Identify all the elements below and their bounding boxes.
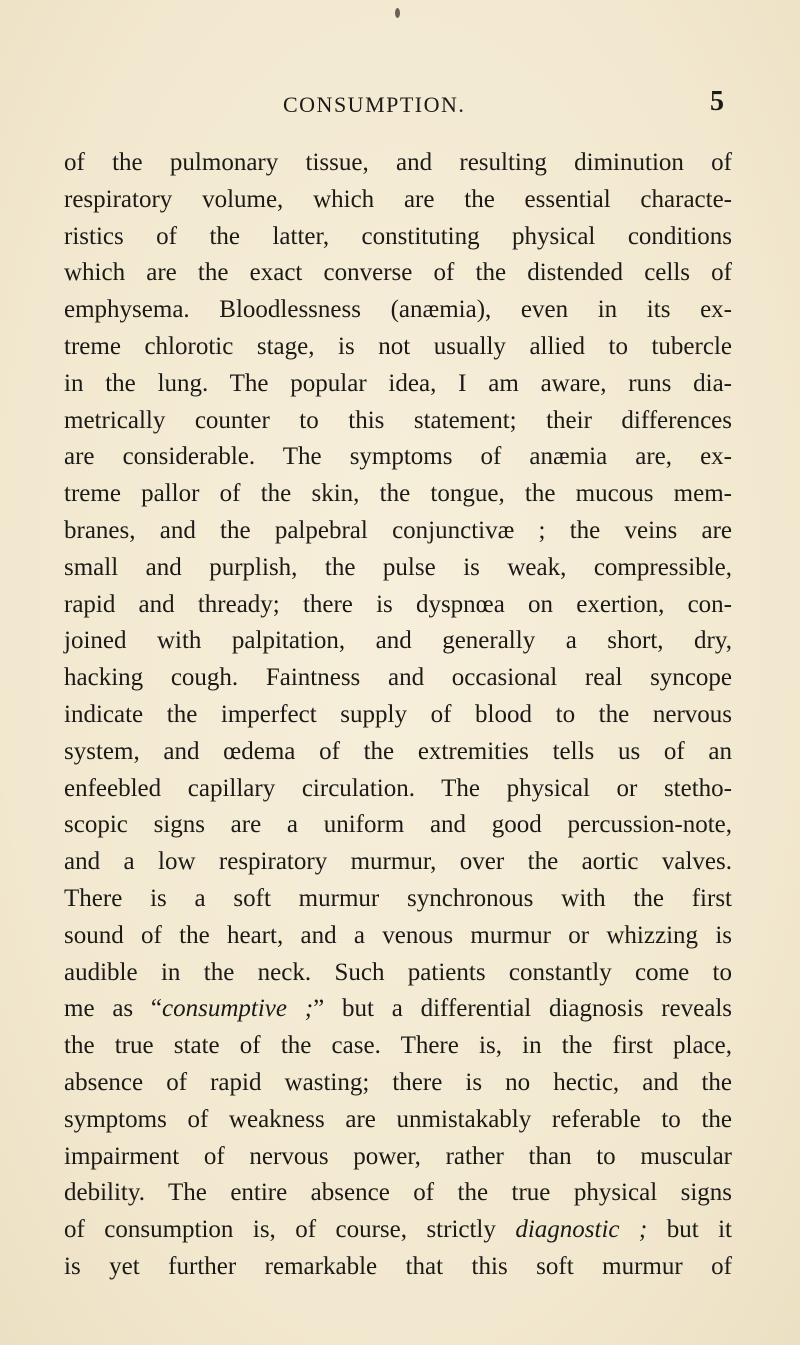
text-line: in the lung. The popular idea, I am aware, runs dia- bbox=[64, 369, 732, 397]
text-line: the true state of the case. There is, in the first place, bbox=[64, 1032, 732, 1060]
text-line: branes, and the palpebral conjunctivæ ; the veins are bbox=[64, 516, 732, 544]
text-line: rapid and thready; there is dyspnœa on exertion, con- bbox=[64, 590, 732, 618]
text-run: of consumption is, of course, strictly bbox=[64, 1216, 516, 1244]
text-run: ” but a differential diagnosis reveals bbox=[313, 995, 732, 1023]
text-line: absence of rapid wasting; there is no hectic, and the bbox=[64, 1068, 732, 1096]
text-line: debility. The entire absence of the true physical signs bbox=[64, 1179, 732, 1207]
text-line: There is a soft murmur synchronous with the first bbox=[64, 884, 732, 912]
text-line: is yet further remarkable that this soft murmur of bbox=[64, 1252, 732, 1280]
text-line: metrically counter to this statement; their differences bbox=[64, 406, 732, 434]
text-line: impairment of nervous power, rather than to muscular bbox=[64, 1142, 732, 1170]
italic-word: diagnostic ; bbox=[515, 1216, 648, 1244]
text-run: me as “ bbox=[64, 995, 163, 1023]
text-line-with-italic bbox=[64, 1212, 732, 1249]
text-line: are considerable. The symptoms of anæmia are, ex- bbox=[64, 443, 732, 471]
text-line: of the pulmonary tissue, and resulting diminution of bbox=[64, 149, 732, 176]
page-number: 5 bbox=[710, 86, 724, 117]
italic-word: consumptive ; bbox=[162, 995, 314, 1023]
text-line: ristics of the latter, constituting physical conditions bbox=[64, 222, 732, 250]
text-line: treme chlorotic stage, is not usually allied to tubercle bbox=[64, 332, 732, 360]
text-line: emphysema. Bloodlessness (anæmia), even in its ex- bbox=[64, 296, 732, 324]
text-line: treme pallor of the skin, the tongue, the mucous mem- bbox=[64, 480, 732, 508]
text-line: sound of the heart, and a venous murmur or whizzing is bbox=[64, 921, 732, 949]
text-line: enfeebled capillary circulation. The physical or stetho- bbox=[64, 774, 732, 802]
text-run: but it bbox=[647, 1216, 732, 1244]
running-title: CONSUMPTION. bbox=[283, 92, 466, 117]
text-line: indicate the imperfect supply of blood to the nervous bbox=[64, 700, 732, 728]
text-line: which are the exact converse of the distended cells of bbox=[64, 259, 732, 287]
text-line-with-italic bbox=[64, 991, 732, 1028]
text-line: audible in the neck. Such patients constantly come to bbox=[64, 958, 732, 986]
text-line: scopic signs are a uniform and good percussion-note, bbox=[64, 811, 732, 839]
text-line: system, and œdema of the extremities tells us of an bbox=[64, 737, 732, 765]
text-line: hacking cough. Faintness and occasional real syncope bbox=[64, 664, 732, 692]
text-line: and a low respiratory murmur, over the aortic valves. bbox=[64, 848, 732, 876]
text-line: respiratory volume, which are the essential characte- bbox=[64, 185, 732, 213]
text-line: symptoms of weakness are unmistakably referable to the bbox=[64, 1105, 732, 1133]
body-text bbox=[64, 145, 732, 1286]
text-line: joined with palpitation, and generally a short, dry, bbox=[64, 627, 732, 655]
text-line: small and purplish, the pulse is weak, compressible, bbox=[64, 553, 732, 581]
ink-speck bbox=[395, 8, 400, 18]
